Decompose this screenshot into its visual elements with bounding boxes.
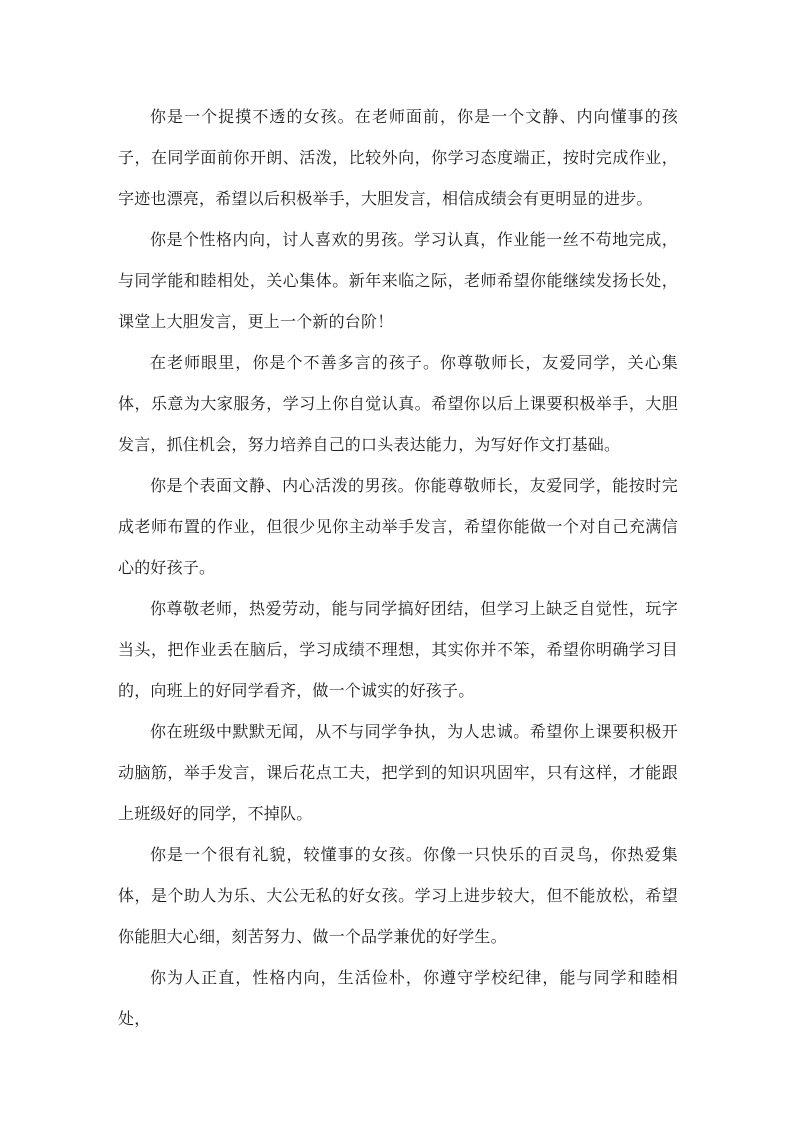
paragraph-3: 在老师眼里，你是个不善多言的孩子。你尊敬师长，友爱同学，关心集体，乐意为大家服务，学习上你自觉认真。希望你以后上课要积极举手，大胆发言，抓住机会，努力培养自己的口头表达能力，为写好作文打基础。 <box>118 353 678 454</box>
paragraph-6: 你在班级中默默无闻，从不与同学争执，为人忠诚。希望你上课要积极开动脑筋，举手发言，课后花点工夫，把学到的知识巩固牢，只有这样，才能跟上班级好的同学，不掉队。 <box>118 722 678 823</box>
paragraph-1: 你是一个捉摸不透的女孩。在老师面前，你是一个文静、内向懂事的孩子，在同学面前你开朗、活泼，比较外向，你学习态度端正，按时完成作业，字迹也漂亮，希望以后积极举手，大胆发言，相信成绩会有更明显的进步。 <box>118 107 678 208</box>
paragraph-5: 你尊敬老师，热爱劳动，能与同学搞好团结，但学习上缺乏自觉性，玩字当头，把作业丢在脑后，学习成绩不理想，其实你并不笨，希望你明确学习目的，向班上的好同学看齐，做一个诚实的好孩子。 <box>118 599 678 700</box>
paragraph-8: 你为人正直，性格内向，生活俭朴，你遵守学校纪律，能与同学和睦相处， <box>118 968 678 1028</box>
paragraph-4: 你是个表面文静、内心活泼的男孩。你能尊敬师长，友爱同学，能按时完成老师布置的作业，但很少见你主动举手发言，希望你能做一个对自己充满信心的好孩子。 <box>118 476 678 577</box>
paragraph-7: 你是一个很有礼貌，较懂事的女孩。你像一只快乐的百灵鸟，你热爱集体，是个助人为乐、大公无私的好女孩。学习上进步较大，但不能放松，希望你能胆大心细，刻苦努力、做一个品学兼优的好学生。 <box>118 845 678 946</box>
document-body <box>118 96 678 1039</box>
paragraph-2: 你是个性格内向，讨人喜欢的男孩。学习认真，作业能一丝不苟地完成，与同学能和睦相处，关心集体。新年来临之际，老师希望你能继续发扬长处，课堂上大胆发言，更上一个新的台阶！ <box>118 230 678 331</box>
